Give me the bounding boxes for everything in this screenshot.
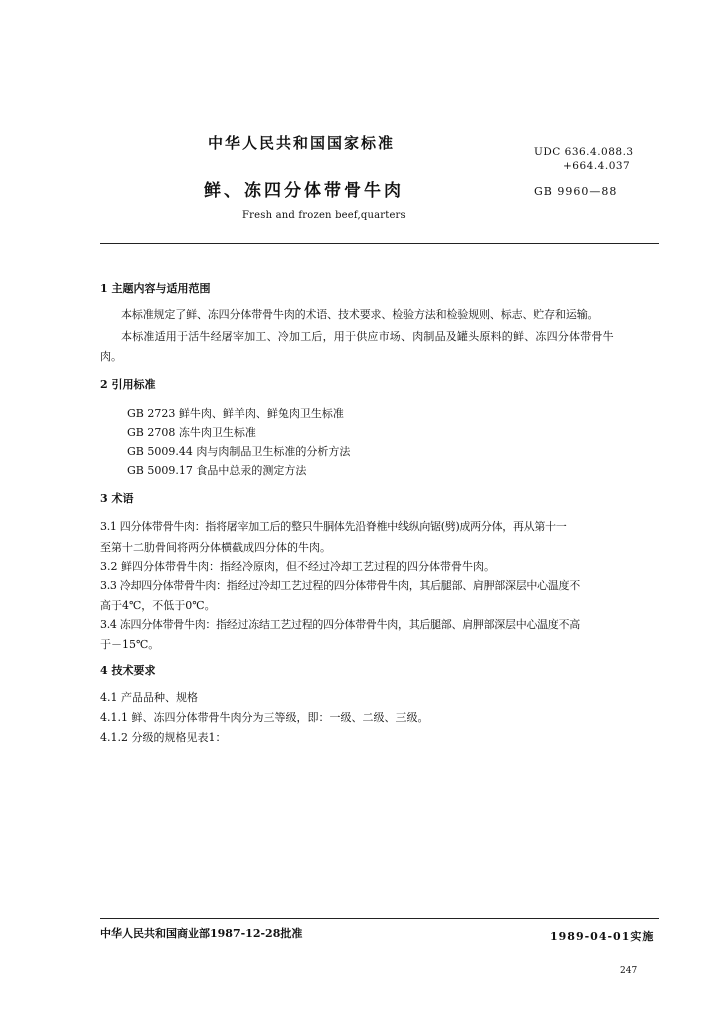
term-3-1-line2: 至第十二肋骨间将两分体横截成四分体的牛肉。 xyxy=(100,541,331,554)
reference-item: GB 5009.17 食品中总汞的测定方法 xyxy=(127,464,307,477)
section-1-paragraph-1: 本标准规定了鲜、冻四分体带骨牛肉的术语、技术要求、检验方法和检验规则、标志、贮存和运输。 xyxy=(121,308,599,321)
header-divider xyxy=(100,243,659,244)
gb-standard-number: GB 9960—88 xyxy=(534,185,618,198)
term-3-3-line2: 高于4℃，不低于0℃。 xyxy=(100,599,216,612)
udc-code-line2: +664.4.037 xyxy=(563,160,631,172)
reference-item: GB 2708 冻牛肉卫生标准 xyxy=(127,426,256,439)
term-3-4-line2: 于－15℃。 xyxy=(100,638,160,651)
section-2-heading: 2 引用标准 xyxy=(100,378,156,391)
section-1-paragraph-2a: 本标准适用于活牛经屠宰加工、冷加工后，用于供应市场、肉制品及罐头原料的鲜、冻四分体带骨牛 xyxy=(121,330,614,343)
section-3-heading: 3 术语 xyxy=(100,492,134,505)
term-3-2: 3.2 鲜四分体带骨牛肉：指经冷原肉，但不经过冷却工艺过程的四分体带骨牛肉。 xyxy=(100,560,495,573)
page-number: 247 xyxy=(620,966,638,976)
approval-line: 中华人民共和国商业部1987-12-28批准 xyxy=(100,927,303,940)
clause-4-1-2: 4.1.2 分级的规格见表1： xyxy=(100,731,227,744)
implementation-date: 1989-04-01实施 xyxy=(550,930,655,943)
section-1-paragraph-2b: 肉。 xyxy=(100,350,122,363)
reference-item: GB 5009.44 肉与肉制品卫生标准的分析方法 xyxy=(127,445,351,458)
clause-4-1: 4.1 产品品种、规格 xyxy=(100,691,198,704)
document-title: 中华人民共和国国家标准 xyxy=(208,134,396,152)
section-4-heading: 4 技术要求 xyxy=(100,664,156,677)
footer-divider xyxy=(100,918,659,919)
section-1-heading: 1 主题内容与适用范围 xyxy=(100,282,211,295)
term-3-4-line1: 3.4 冻四分体带骨牛肉：指经过冻结工艺过程的四分体带骨牛肉，其后腿部、肩胛部深层中心温度不高 xyxy=(100,618,580,631)
udc-code-line1: UDC 636.4.088.3 xyxy=(534,146,634,158)
term-3-1-line1: 3.1 四分体带骨牛肉：指将屠宰加工后的整只牛胴体先沿脊椎中线纵向锯(劈)成两分体，再从第十一 xyxy=(100,520,567,533)
clause-4-1-1: 4.1.1 鲜、冻四分体带骨牛肉分为三等级，即：一级、二级、三级。 xyxy=(100,711,429,724)
document-subtitle: 鲜、冻四分体带骨牛肉 xyxy=(204,181,404,201)
reference-item: GB 2723 鲜牛肉、鲜羊肉、鲜兔肉卫生标准 xyxy=(127,407,344,420)
english-title: Fresh and frozen beef,quarters xyxy=(242,210,406,221)
term-3-3-line1: 3.3 冷却四分体带骨牛肉：指经过冷却工艺过程的四分体带骨牛肉，其后腿部、肩胛部深层中心温度不 xyxy=(100,579,580,592)
